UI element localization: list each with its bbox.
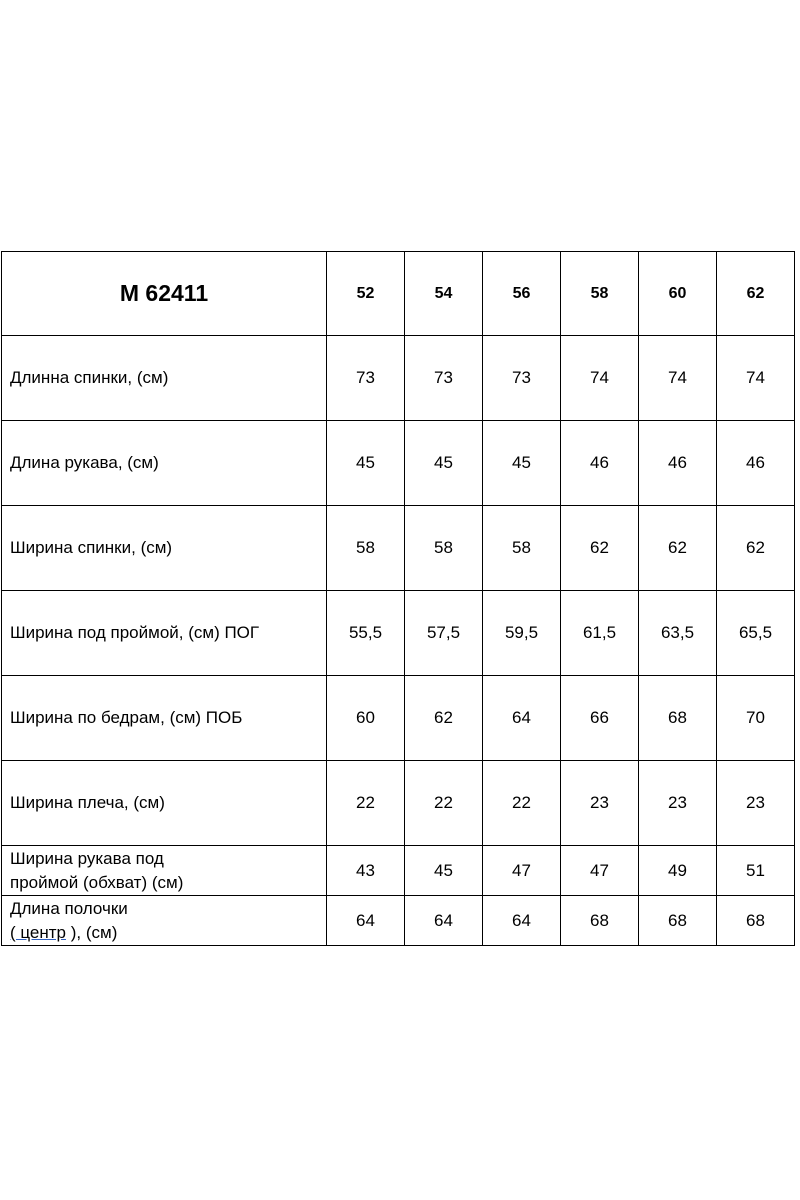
table-header-row [2,252,795,336]
measurement-value: 60 [327,676,405,761]
measurement-value: 62 [717,506,795,591]
measurement-value: 47 [483,846,561,896]
table-row [2,761,795,846]
table-row [2,591,795,676]
table-row [2,506,795,591]
measurement-value: 51 [717,846,795,896]
measurement-value: 58 [483,506,561,591]
measurement-value: 61,5 [561,591,639,676]
size-chart-table [1,251,795,946]
measurement-value: 62 [561,506,639,591]
measurement-value: 22 [327,761,405,846]
size-header: 52 [327,252,405,336]
measurement-value: 47 [561,846,639,896]
measurement-value: 22 [483,761,561,846]
size-header: 54 [405,252,483,336]
label-line [10,921,326,945]
measurement-value: 46 [561,421,639,506]
measurement-label: Ширина спинки, (см) [2,506,327,591]
measurement-value: 68 [639,896,717,946]
table-row [2,896,795,946]
size-header: 56 [483,252,561,336]
measurement-value: 43 [327,846,405,896]
size-header: 62 [717,252,795,336]
measurement-value: 45 [405,421,483,506]
measurement-value: 45 [405,846,483,896]
measurement-value: 74 [561,336,639,421]
measurement-value: 45 [327,421,405,506]
measurement-label [2,846,327,896]
measurement-value: 66 [561,676,639,761]
measurement-value: 65,5 [717,591,795,676]
measurement-value: 58 [327,506,405,591]
measurement-value: 58 [405,506,483,591]
measurement-value: 63,5 [639,591,717,676]
measurement-value: 62 [405,676,483,761]
measurement-value: 23 [561,761,639,846]
table-row [2,336,795,421]
measurement-value: 23 [717,761,795,846]
measurement-value: 68 [639,676,717,761]
measurement-value: 73 [405,336,483,421]
label-line: Ширина рукава под [10,848,164,868]
measurement-label [2,896,327,946]
table-row [2,676,795,761]
measurement-value: 73 [327,336,405,421]
measurement-value: 68 [717,896,795,946]
measurement-value: 64 [483,676,561,761]
measurement-value: 64 [483,896,561,946]
label-text: ), (см) [66,922,118,942]
table-row [2,421,795,506]
measurement-value: 73 [483,336,561,421]
measurement-value: 64 [405,896,483,946]
measurement-value: 64 [327,896,405,946]
measurement-label: Длина рукава, (см) [2,421,327,506]
measurement-value: 74 [639,336,717,421]
measurement-value: 49 [639,846,717,896]
measurement-label: Длинна спинки, (см) [2,336,327,421]
measurement-value: 46 [639,421,717,506]
measurement-value: 22 [405,761,483,846]
label-line: проймой (обхват) (см) [10,872,184,892]
size-header: 60 [639,252,717,336]
measurement-value: 70 [717,676,795,761]
table-row [2,846,795,896]
measurement-value: 45 [483,421,561,506]
model-number: М 62411 [2,252,327,336]
measurement-label: Ширина плеча, (см) [2,761,327,846]
size-header: 58 [561,252,639,336]
measurement-value: 74 [717,336,795,421]
measurement-label: Ширина по бедрам, (см) ПОБ [2,676,327,761]
measurement-value: 55,5 [327,591,405,676]
underlined-text: ( центр [10,922,67,942]
measurement-value: 62 [639,506,717,591]
measurement-value: 46 [717,421,795,506]
measurement-label: Ширина под проймой, (см) ПОГ [2,591,327,676]
label-line: Длина полочки [10,898,128,918]
measurement-value: 68 [561,896,639,946]
measurement-value: 23 [639,761,717,846]
measurement-value: 57,5 [405,591,483,676]
measurement-value: 59,5 [483,591,561,676]
